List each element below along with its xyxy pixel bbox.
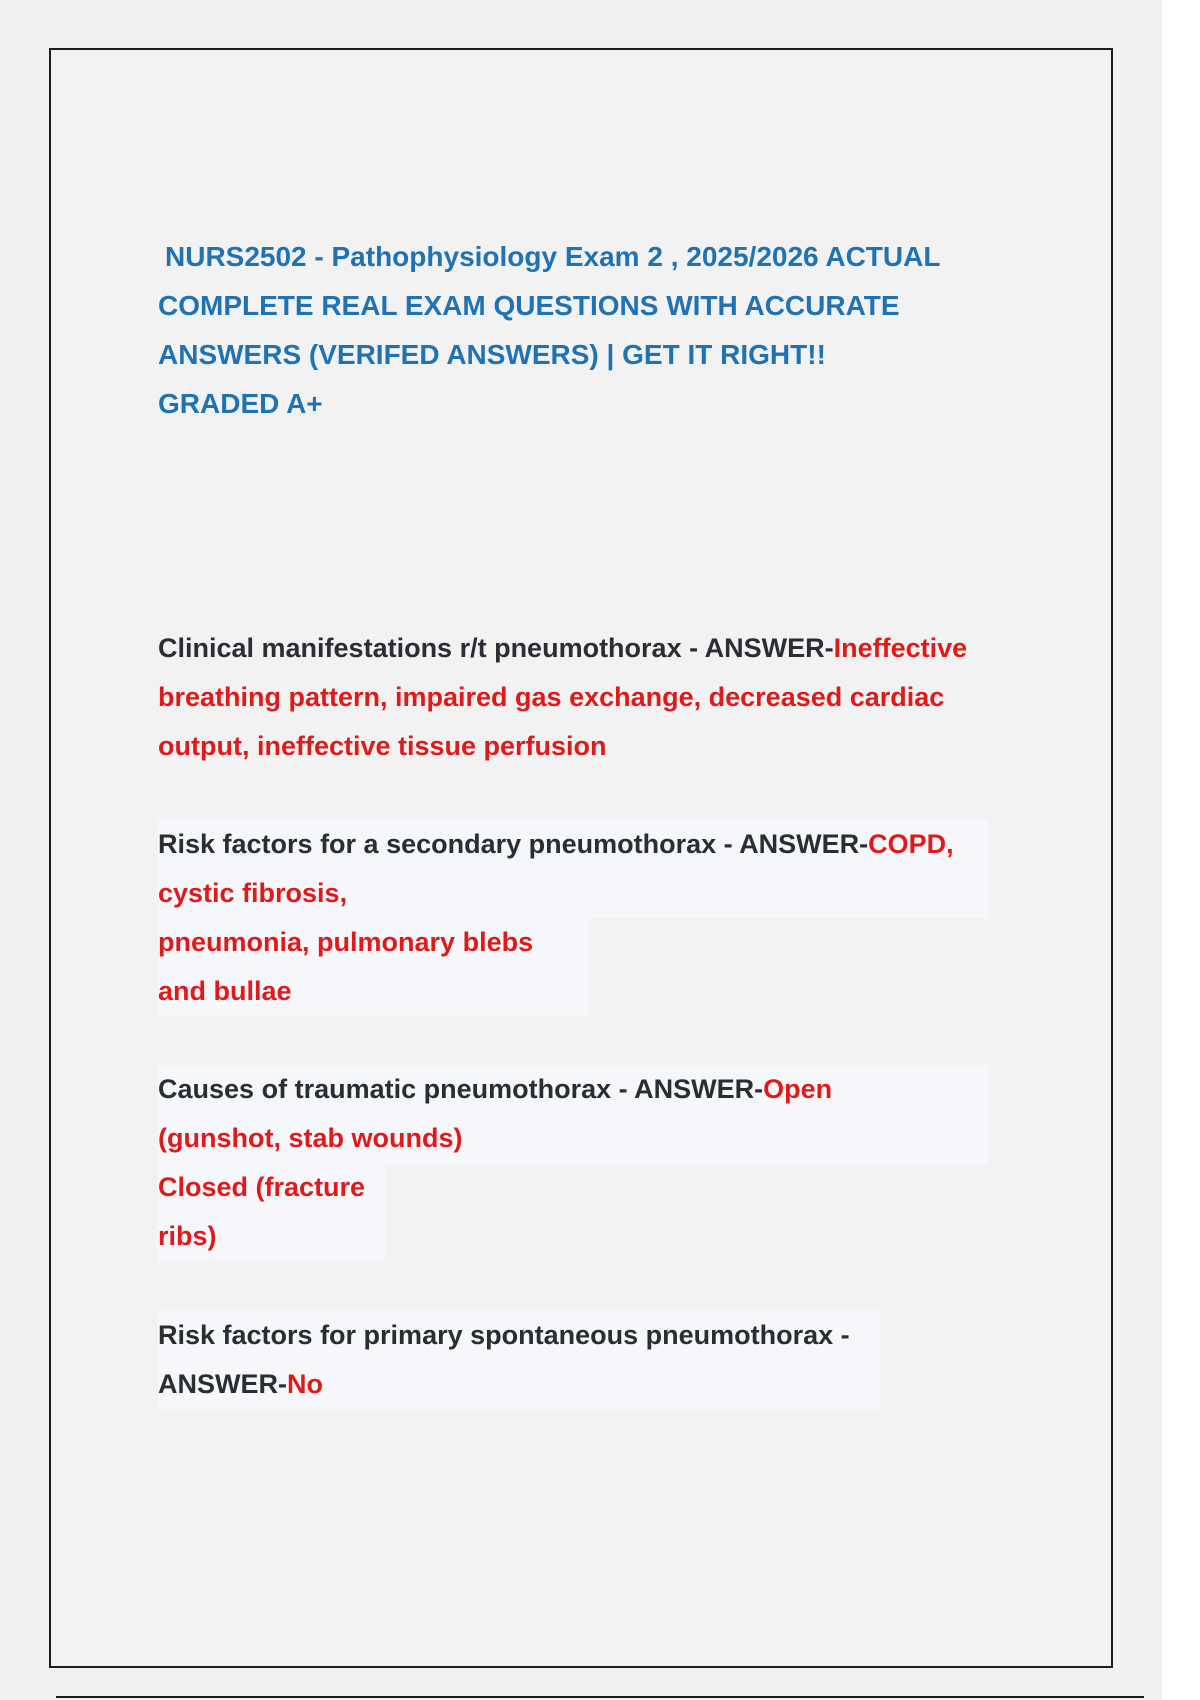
- question-word: of: [261, 1074, 288, 1104]
- question-word: -: [618, 1074, 628, 1104]
- qa-item-traumatic-pneumothorax-causes: [158, 1065, 988, 1261]
- qa-item-pneumothorax-manifestations: [158, 624, 967, 771]
- answer-word: Closed: [158, 1172, 249, 1202]
- answer-text: COPD,: [868, 829, 954, 859]
- answer-line: [158, 1163, 385, 1212]
- qa-line: [158, 1065, 988, 1114]
- answer-text: Ineffective: [833, 633, 968, 663]
- title-line: ANSWERS (VERIFED ANSWERS) | GET IT RIGHT!!: [158, 339, 826, 370]
- answer-word: pulmonary: [317, 927, 456, 957]
- question-text: Risk factors for a secondary pneumothorax - ANSWER-: [158, 829, 869, 859]
- title-line: NURS2502 - Pathophysiology Exam 2 , 2025/2026 ACTUAL: [165, 241, 941, 272]
- qa-line: [158, 1360, 880, 1409]
- question-text: Clinical manifestations r/t pneumothorax - ANSWER-: [158, 633, 834, 663]
- question-line: Risk factors for primary spontaneous pneumothorax -: [158, 1311, 880, 1360]
- qa-line: [158, 624, 967, 673]
- question-word: pneumothorax: [423, 1074, 612, 1104]
- answer-word: blebs: [462, 927, 534, 957]
- viewer-right-margin: [1162, 0, 1200, 1700]
- title-line: COMPLETE REAL EXAM QUESTIONS WITH ACCURATE: [158, 290, 900, 321]
- page-bottom-divider: [56, 1696, 1144, 1698]
- answer-line: cystic fibrosis,: [158, 869, 988, 918]
- qa-line: [158, 820, 988, 869]
- answer-line: ribs): [158, 1212, 385, 1261]
- question-word: traumatic: [294, 1074, 417, 1104]
- document-title: [158, 232, 1018, 428]
- question-answer-word: [634, 1074, 832, 1104]
- answer-word: pneumonia,: [158, 927, 310, 957]
- question-word: Causes: [158, 1074, 255, 1104]
- answer-line: [158, 918, 588, 967]
- question-text: ANSWER-: [158, 1369, 287, 1399]
- answer-word: (fracture: [255, 1172, 366, 1202]
- answer-text: No: [287, 1369, 323, 1399]
- answer-line: (gunshot, stab wounds): [158, 1114, 988, 1163]
- question-word: ANSWER-: [634, 1074, 764, 1104]
- answer-line: output, ineffective tissue perfusion: [158, 731, 607, 761]
- answer-line: and bullae: [158, 967, 588, 1016]
- qa-item-primary-pneumothorax-risk: [158, 1311, 880, 1409]
- answer-line: breathing pattern, impaired gas exchange, decreased cardiac: [158, 682, 945, 712]
- title-line: GRADED A+: [158, 388, 323, 419]
- answer-text: Open: [763, 1074, 833, 1104]
- qa-item-secondary-pneumothorax-risk: [158, 820, 988, 1016]
